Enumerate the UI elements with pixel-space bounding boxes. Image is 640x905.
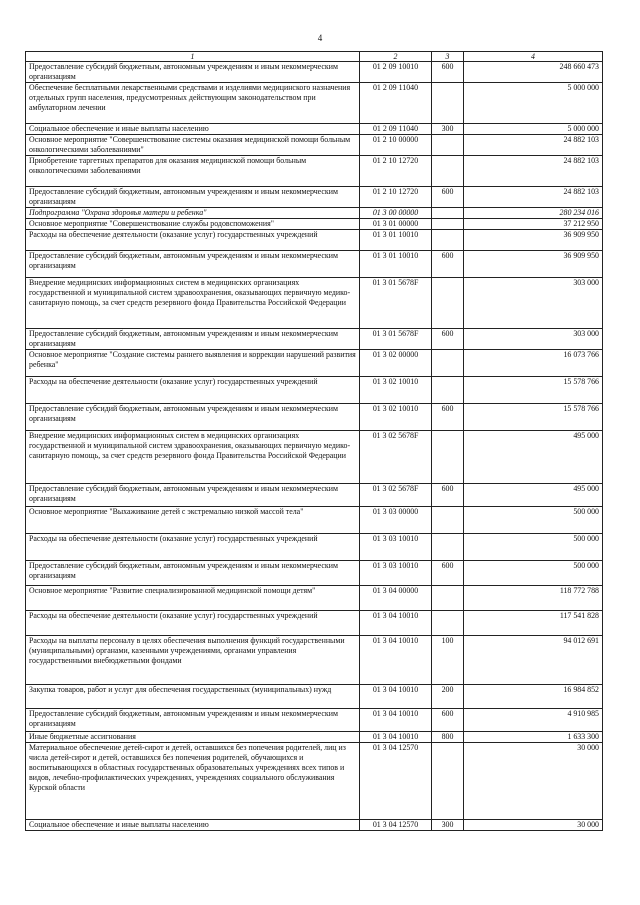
table-row [26, 507, 603, 534]
amount-cell: 5 000 000 [464, 83, 603, 124]
table-row [26, 709, 603, 732]
table-row [26, 636, 603, 685]
amount-cell: 24 882 103 [464, 187, 603, 208]
code-cell: 01 3 01 5678F [360, 329, 432, 350]
table-row [26, 62, 603, 83]
description-cell: Предоставление субсидий бюджетным, автономным учреждениям и иным некоммерческим организациям [26, 251, 360, 278]
code-cell: 01 3 04 10010 [360, 685, 432, 709]
expense-type-cell: 600 [432, 484, 464, 507]
amount-cell: 94 012 691 [464, 636, 603, 685]
amount-cell: 15 578 766 [464, 377, 603, 404]
code-cell: 01 3 02 10010 [360, 404, 432, 431]
description-cell: Предоставление субсидий бюджетным, автономным учреждениям и иным некоммерческим организациям [26, 329, 360, 350]
table-row [26, 278, 603, 329]
description-cell: Основное мероприятие "Создание системы раннего выявления и коррекции нарушений развития ребенка" [26, 350, 360, 377]
code-cell: 01 3 04 10010 [360, 636, 432, 685]
expense-type-cell [432, 611, 464, 636]
description-cell: Расходы на обеспечение деятельности (оказание услуг) государственных учреждений [26, 534, 360, 561]
expense-type-cell [432, 208, 464, 219]
budget-table [25, 51, 603, 831]
expense-type-cell [432, 507, 464, 534]
expense-type-cell [432, 743, 464, 820]
amount-cell: 117 541 828 [464, 611, 603, 636]
description-cell: Основное мероприятие "Совершенствование службы родовспоможения" [26, 219, 360, 230]
table-row [26, 156, 603, 187]
description-cell: Предоставление субсидий бюджетным, автономным учреждениям и иным некоммерческим организациям [26, 561, 360, 586]
expense-type-cell [432, 83, 464, 124]
amount-cell: 36 909 950 [464, 230, 603, 251]
table-row [26, 329, 603, 350]
amount-cell: 118 772 788 [464, 586, 603, 611]
code-cell: 01 3 02 10010 [360, 377, 432, 404]
amount-cell: 16 984 852 [464, 685, 603, 709]
description-cell: Расходы на обеспечение деятельности (оказание услуг) государственных учреждений [26, 230, 360, 251]
code-cell: 01 3 01 10010 [360, 230, 432, 251]
expense-type-cell: 300 [432, 124, 464, 135]
description-cell: Внедрение медицинских информационных систем в медицинских организациях государственной и муниципальной систем здравоохранения, оказывающих первичную медико-санитарную помощь, за счет средств резервного фонда Правительства Российской Федерации [26, 431, 360, 484]
code-cell: 01 2 09 11040 [360, 124, 432, 135]
table-row [26, 230, 603, 251]
table-row [26, 187, 603, 208]
expense-type-cell: 800 [432, 732, 464, 743]
expense-type-cell: 600 [432, 709, 464, 732]
table-row [26, 431, 603, 484]
amount-cell: 500 000 [464, 507, 603, 534]
expense-type-cell: 600 [432, 404, 464, 431]
code-cell: 01 3 03 10010 [360, 534, 432, 561]
description-cell: Основное мероприятие "Развитие специализированной медицинской помощи детям" [26, 586, 360, 611]
amount-cell: 303 000 [464, 278, 603, 329]
expense-type-cell [432, 219, 464, 230]
table-row [26, 83, 603, 124]
amount-cell: 4 910 985 [464, 709, 603, 732]
table-row [26, 743, 603, 820]
amount-cell: 36 909 950 [464, 251, 603, 278]
code-cell: 01 3 01 5678F [360, 278, 432, 329]
table-header-row [26, 52, 603, 62]
expense-type-cell [432, 431, 464, 484]
amount-cell: 37 212 950 [464, 219, 603, 230]
description-cell: Закупка товаров, работ и услуг для обеспечения государственных (муниципальных) нужд [26, 685, 360, 709]
code-cell: 01 2 09 11040 [360, 83, 432, 124]
table-row [26, 820, 603, 831]
code-cell: 01 3 03 00000 [360, 507, 432, 534]
table-row [26, 404, 603, 431]
expense-type-cell [432, 156, 464, 187]
description-cell: Обеспечение бесплатными лекарственными средствами и изделиями медицинского назначения отдельных групп населения, предусмотренных действующим законодательством при амбулаторном лечении [26, 83, 360, 124]
amount-cell: 280 234 016 [464, 208, 603, 219]
code-cell: 01 3 04 10010 [360, 709, 432, 732]
description-cell: Приобретение таргетных препаратов для оказания медицинской помощи больным онкологическими заболеваниями [26, 156, 360, 187]
description-cell: Иные бюджетные ассигнования [26, 732, 360, 743]
amount-cell: 500 000 [464, 534, 603, 561]
description-cell: Предоставление субсидий бюджетным, автономным учреждениям и иным некоммерческим организациям [26, 484, 360, 507]
header-cell: 4 [464, 52, 603, 62]
amount-cell: 495 000 [464, 431, 603, 484]
amount-cell: 30 000 [464, 820, 603, 831]
amount-cell: 15 578 766 [464, 404, 603, 431]
code-cell: 01 2 10 12720 [360, 156, 432, 187]
code-cell: 01 3 01 00000 [360, 219, 432, 230]
description-cell: Предоставление субсидий бюджетным, автономным учреждениям и иным некоммерческим организациям [26, 709, 360, 732]
amount-cell: 303 000 [464, 329, 603, 350]
table-row [26, 135, 603, 156]
expense-type-cell [432, 135, 464, 156]
code-cell: 01 3 01 10010 [360, 251, 432, 278]
expense-type-cell [432, 230, 464, 251]
code-cell: 01 2 09 10010 [360, 62, 432, 83]
description-cell: Расходы на обеспечение деятельности (оказание услуг) государственных учреждений [26, 377, 360, 404]
description-cell: Материальное обеспечение детей-сирот и детей, оставшихся без попечения родителей, лиц из числа детей-сирот и детей, оставшихся без попечения родителей, обучающихся и воспитывающихся в областных государственных образовательных учреждениях всех типов и видов, лечебно-профилактических учреждениях, учреждениях социального обслуживания Курской области [26, 743, 360, 820]
table-row [26, 208, 603, 219]
code-cell: 01 3 04 10010 [360, 611, 432, 636]
description-cell: Предоставление субсидий бюджетным, автономным учреждениям и иным некоммерческим организациям [26, 187, 360, 208]
expense-type-cell [432, 350, 464, 377]
expense-type-cell: 300 [432, 820, 464, 831]
table-row [26, 350, 603, 377]
table-row [26, 611, 603, 636]
table-row [26, 534, 603, 561]
table-row [26, 124, 603, 135]
expense-type-cell [432, 377, 464, 404]
description-cell: Социальное обеспечение и иные выплаты населению [26, 124, 360, 135]
table-row [26, 484, 603, 507]
amount-cell: 16 073 766 [464, 350, 603, 377]
expense-type-cell: 100 [432, 636, 464, 685]
expense-type-cell: 200 [432, 685, 464, 709]
code-cell: 01 3 02 5678F [360, 484, 432, 507]
expense-type-cell: 600 [432, 187, 464, 208]
table-row [26, 561, 603, 586]
expense-type-cell: 600 [432, 329, 464, 350]
header-cell: 1 [26, 52, 360, 62]
code-cell: 01 3 04 10010 [360, 732, 432, 743]
description-cell: Основное мероприятие "Выхаживание детей с экстремально низкой массой тела" [26, 507, 360, 534]
table-row [26, 377, 603, 404]
code-cell: 01 3 02 5678F [360, 431, 432, 484]
code-cell: 01 2 10 12720 [360, 187, 432, 208]
code-cell: 01 3 04 12570 [360, 743, 432, 820]
description-cell: Расходы на выплаты персоналу в целях обеспечения выполнения функций государственными (муниципальными) органами, казенными учреждениями, органами управления государственными внебюджетными фондами [26, 636, 360, 685]
amount-cell: 30 000 [464, 743, 603, 820]
code-cell: 01 3 02 00000 [360, 350, 432, 377]
expense-type-cell: 600 [432, 561, 464, 586]
expense-type-cell: 600 [432, 251, 464, 278]
description-cell: Социальное обеспечение и иные выплаты населению [26, 820, 360, 831]
page-number: 4 [317, 33, 323, 43]
code-cell: 01 3 04 12570 [360, 820, 432, 831]
amount-cell: 5 000 000 [464, 124, 603, 135]
description-cell: Расходы на обеспечение деятельности (оказание услуг) государственных учреждений [26, 611, 360, 636]
expense-type-cell [432, 278, 464, 329]
code-cell: 01 3 04 00000 [360, 586, 432, 611]
header-cell: 2 [360, 52, 432, 62]
amount-cell: 1 633 300 [464, 732, 603, 743]
code-cell: 01 3 00 00000 [360, 208, 432, 219]
table-row [26, 732, 603, 743]
code-cell: 01 3 03 10010 [360, 561, 432, 586]
expense-type-cell: 600 [432, 62, 464, 83]
header-cell: 3 [432, 52, 464, 62]
table-row [26, 586, 603, 611]
expense-type-cell [432, 534, 464, 561]
amount-cell: 248 660 473 [464, 62, 603, 83]
code-cell: 01 2 10 00000 [360, 135, 432, 156]
table-row [26, 219, 603, 230]
description-cell: Основное мероприятие "Совершенствование системы оказания медицинской помощи больным онкологическими заболеваниями" [26, 135, 360, 156]
table-row [26, 685, 603, 709]
amount-cell: 500 000 [464, 561, 603, 586]
amount-cell: 495 000 [464, 484, 603, 507]
description-cell: Предоставление субсидий бюджетным, автономным учреждениям и иным некоммерческим организациям [26, 62, 360, 83]
amount-cell: 24 882 103 [464, 156, 603, 187]
amount-cell: 24 882 103 [464, 135, 603, 156]
description-cell: Внедрение медицинских информационных систем в медицинских организациях государственной и муниципальной систем здравоохранения, оказывающих первичную медико-санитарную помощь, за счет средств резервного фонда Правительства Российской Федерации [26, 278, 360, 329]
table-row [26, 251, 603, 278]
description-cell: Подпрограмма "Охрана здоровья матери и ребенка" [26, 208, 360, 219]
expense-type-cell [432, 586, 464, 611]
description-cell: Предоставление субсидий бюджетным, автономным учреждениям и иным некоммерческим организациям [26, 404, 360, 431]
